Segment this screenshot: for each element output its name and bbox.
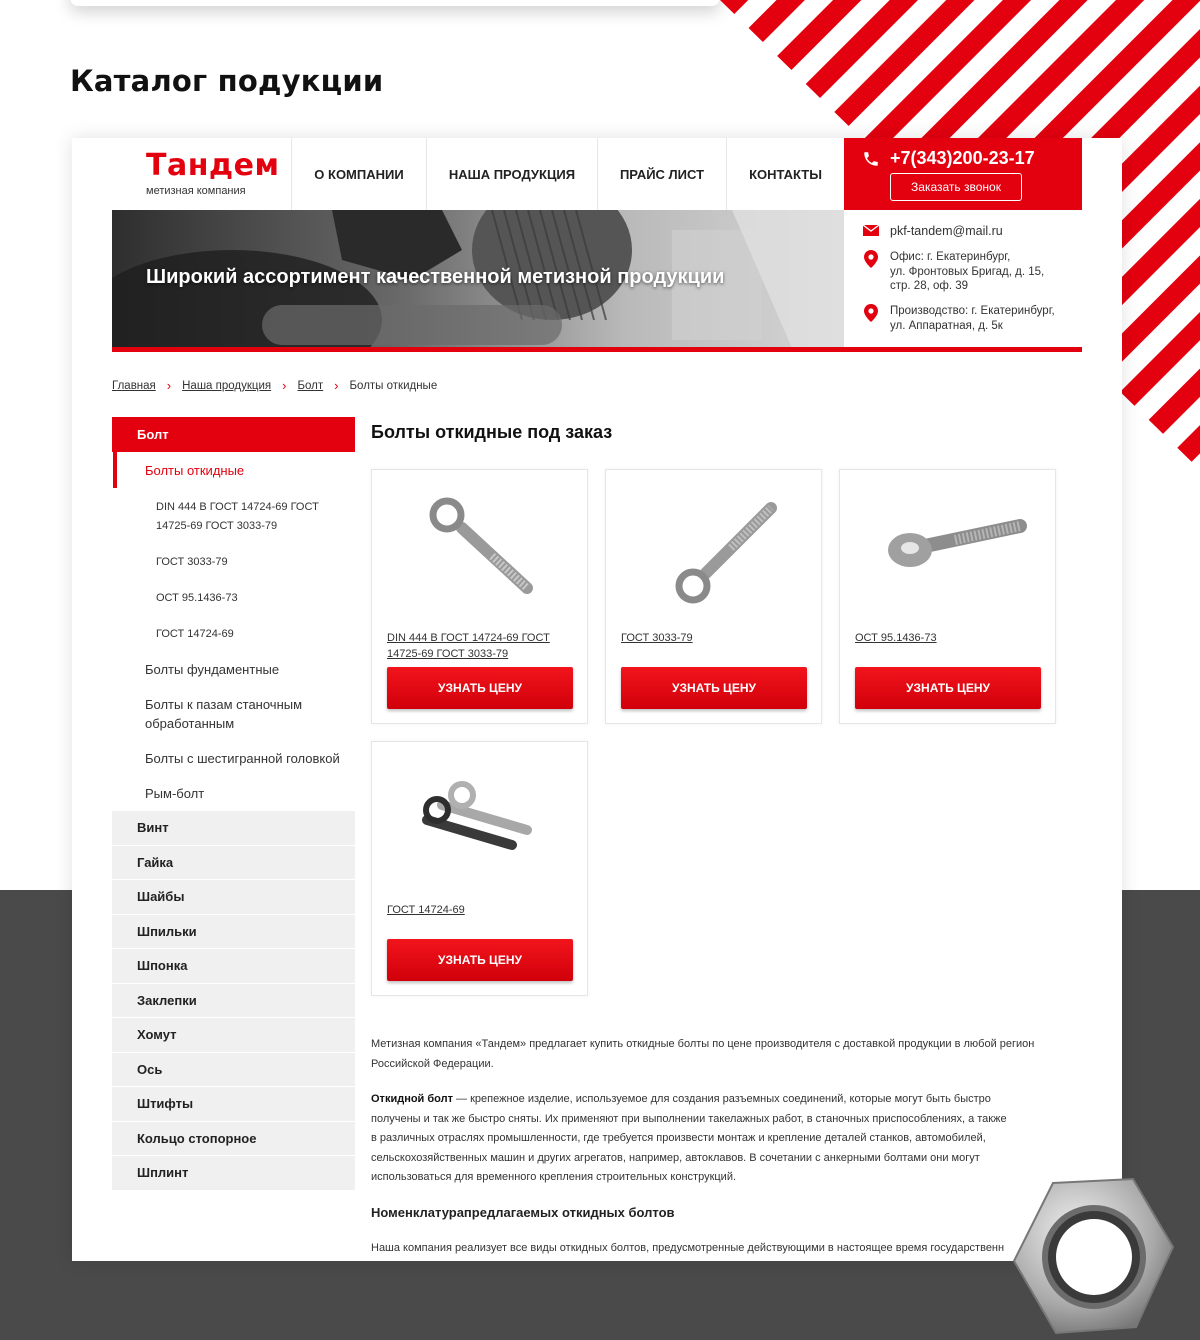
hex-nut-decoration [1008, 1175, 1178, 1337]
email-row [862, 224, 1003, 239]
logo-name: Тандем [146, 148, 280, 183]
sidebar-item-label: обработанным [145, 716, 235, 731]
sidebar-item-pins[interactable]: Штифты [112, 1087, 355, 1122]
desc-line-text: — крепежное изделие, используемое для создания разъемных соединений, которые могут быть быстро [453, 1093, 991, 1105]
sidebar-item-label: Болты к пазам станочным [145, 697, 303, 712]
breadcrumb-home[interactable]: Главная [112, 379, 156, 392]
desc-line: сельскохозяйственных машин и других агрегатов, например, автоклавов. В сочетании с анкерными болтами они могут [371, 1151, 980, 1164]
chevron-right-icon: › [334, 378, 339, 393]
logo-tagline: метизная компания [146, 185, 246, 197]
production-line-2: ул. Аппаратная, д. 5к [890, 319, 1003, 332]
breadcrumb-bolt[interactable]: Болт [297, 379, 324, 392]
description-heading: Номенклатурапредлагаемых откидных болтов [371, 1205, 675, 1220]
get-price-button[interactable]: УЗНАТЬ ЦЕНУ [621, 667, 807, 709]
sidebar-subitem-label: DIN 444 В ГОСТ 14724-69 ГОСТ [156, 501, 319, 513]
sidebar-item-eye-bolt[interactable]: Рым-болт [145, 786, 205, 801]
phone-box [844, 138, 1082, 210]
office-line-2: ул. Фронтовых Бригад, д. 15, [890, 265, 1045, 278]
office-line-3: стр. 28, оф. 39 [890, 280, 969, 292]
page-heading: Каталог подукции [70, 64, 384, 98]
header-red-line [112, 347, 1082, 352]
product-card [605, 469, 822, 724]
desc-line: Российской Федерации. [371, 1057, 494, 1070]
nav-about[interactable]: О КОМПАНИИ [292, 138, 427, 210]
production-row [862, 304, 1055, 333]
production-line-1: Производство: г. Екатеринбург, [890, 305, 1055, 317]
sidebar-subitem-gost14724[interactable]: ГОСТ 14724-69 [156, 628, 234, 640]
main-nav [292, 138, 844, 210]
sidebar-item-screw[interactable]: Винт [112, 811, 355, 846]
office-line-1: Офис: г. Екатеринбург, [890, 251, 1011, 263]
breadcrumb [112, 378, 437, 393]
sidebar-item-hex-bolts[interactable]: Болты с шестигранной головкой [145, 751, 340, 766]
chevron-right-icon: › [166, 378, 172, 393]
sidebar-subitem-ost95[interactable]: ОСТ 95.1436-73 [156, 592, 238, 604]
contacts-panel [844, 210, 1082, 348]
sidebar-item-foundation-bolts[interactable]: Болты фундаментные [145, 662, 280, 677]
desc-line: получены и так же быстро сняты. Их применяют при выполнении такелажных работ, в станочных приспособлениях, а также [371, 1112, 1007, 1125]
product-card [839, 469, 1056, 724]
sidebar-item-key[interactable]: Шпонка [112, 949, 355, 984]
office-row [862, 250, 1044, 294]
production-address [890, 304, 1055, 333]
product-card [371, 741, 588, 996]
breadcrumb-current: Болты откидные [349, 379, 438, 392]
get-price-button[interactable]: УЗНАТЬ ЦЕНУ [387, 939, 573, 981]
get-price-button[interactable]: УЗНАТЬ ЦЕНУ [387, 667, 573, 709]
sidebar-subitem-gost3033[interactable]: ГОСТ 3033-79 [156, 556, 228, 568]
sidebar-subitem-din444[interactable] [112, 488, 355, 536]
sidebar-item-rivets[interactable]: Заклепки [112, 984, 355, 1019]
website-mockup [72, 138, 1122, 1261]
sidebar-item-swing-bolts[interactable]: Болты откидные [113, 452, 355, 488]
product-card [371, 469, 588, 724]
content-title: Болты откидные под заказ [371, 422, 613, 442]
desc-line: Метизная компания «Тандем» предлагает купить откидные болты по цене производителя с доставкой продукции в любой регион [371, 1038, 1035, 1050]
location-pin-icon [862, 304, 880, 322]
email-link[interactable]: pkf-tandem@mail.ru [890, 224, 1003, 238]
desc-line: в различных отраслях промышленности, где требуется произвести монтаж и крепление деталей станков, автомобилей, [371, 1132, 986, 1144]
location-pin-icon [862, 250, 880, 268]
swing-bolt-image [855, 478, 1041, 618]
sidebar-item-clamp[interactable]: Хомут [112, 1018, 355, 1053]
sidebar-item-washers[interactable]: Шайбы [112, 880, 355, 915]
envelope-icon [862, 224, 880, 236]
banner-text: Широкий ассортимент качественной метизной продукции [146, 266, 725, 288]
desc-line [371, 1090, 1061, 1110]
swing-bolt-image [387, 750, 573, 890]
top-card-shadow [70, 0, 720, 6]
description-paragraph-3: Наша компания реализует все виды откидных болтов, предусмотренные действующими в настоящее время государственн [371, 1242, 1005, 1254]
category-sidebar [112, 417, 355, 1191]
product-name-link[interactable]: ГОСТ 14724-69 [387, 904, 465, 916]
site-header [112, 138, 1082, 210]
sidebar-item-nut[interactable]: Гайка [112, 846, 355, 881]
sidebar-item-slot-bolts[interactable] [112, 679, 355, 733]
desc-line: использоваться для временного крепления строительных конструкций. [371, 1171, 737, 1183]
nav-price-list[interactable]: ПРАЙС ЛИСТ [598, 138, 727, 210]
description-paragraph-1 [371, 1035, 1061, 1074]
product-name-line: DIN 444 В ГОСТ 14724-69 ГОСТ [387, 632, 550, 644]
chevron-right-icon: › [282, 378, 287, 393]
product-name-line: 14725-69 ГОСТ 3033-79 [387, 648, 509, 660]
description-paragraph-2 [371, 1090, 1061, 1188]
product-name-link[interactable]: ОСТ 95.1436-73 [855, 632, 937, 644]
sidebar-item-retaining-ring[interactable]: Кольцо стопорное [112, 1122, 355, 1157]
breadcrumb-products[interactable]: Наша продукция [182, 379, 272, 392]
sidebar-item-bolt[interactable]: Болт [112, 417, 355, 452]
callback-button[interactable]: Заказать звонок [890, 173, 1022, 201]
sidebar-item-studs[interactable]: Шпильки [112, 915, 355, 950]
product-name-link[interactable] [387, 630, 573, 662]
swing-bolt-image [387, 478, 573, 618]
logo[interactable] [112, 138, 292, 210]
hero-banner [112, 210, 844, 348]
nav-contacts[interactable]: КОНТАКТЫ [749, 166, 822, 182]
sidebar-item-cotter-pin[interactable]: Шплинт [112, 1156, 355, 1191]
sidebar-subitem-label: 14725-69 ГОСТ 3033-79 [156, 520, 278, 532]
term-bold: Откидной болт [371, 1093, 453, 1105]
phone-number[interactable]: +7(343)200-23-17 [890, 148, 1035, 168]
get-price-button[interactable]: УЗНАТЬ ЦЕНУ [855, 667, 1041, 709]
product-name-link[interactable]: ГОСТ 3033-79 [621, 632, 693, 644]
swing-bolt-image [621, 478, 807, 618]
nav-products[interactable]: НАША ПРОДУКЦИЯ [427, 138, 598, 210]
sidebar-item-axle[interactable]: Ось [112, 1053, 355, 1088]
office-address [890, 250, 1044, 294]
phone-icon [862, 150, 880, 168]
